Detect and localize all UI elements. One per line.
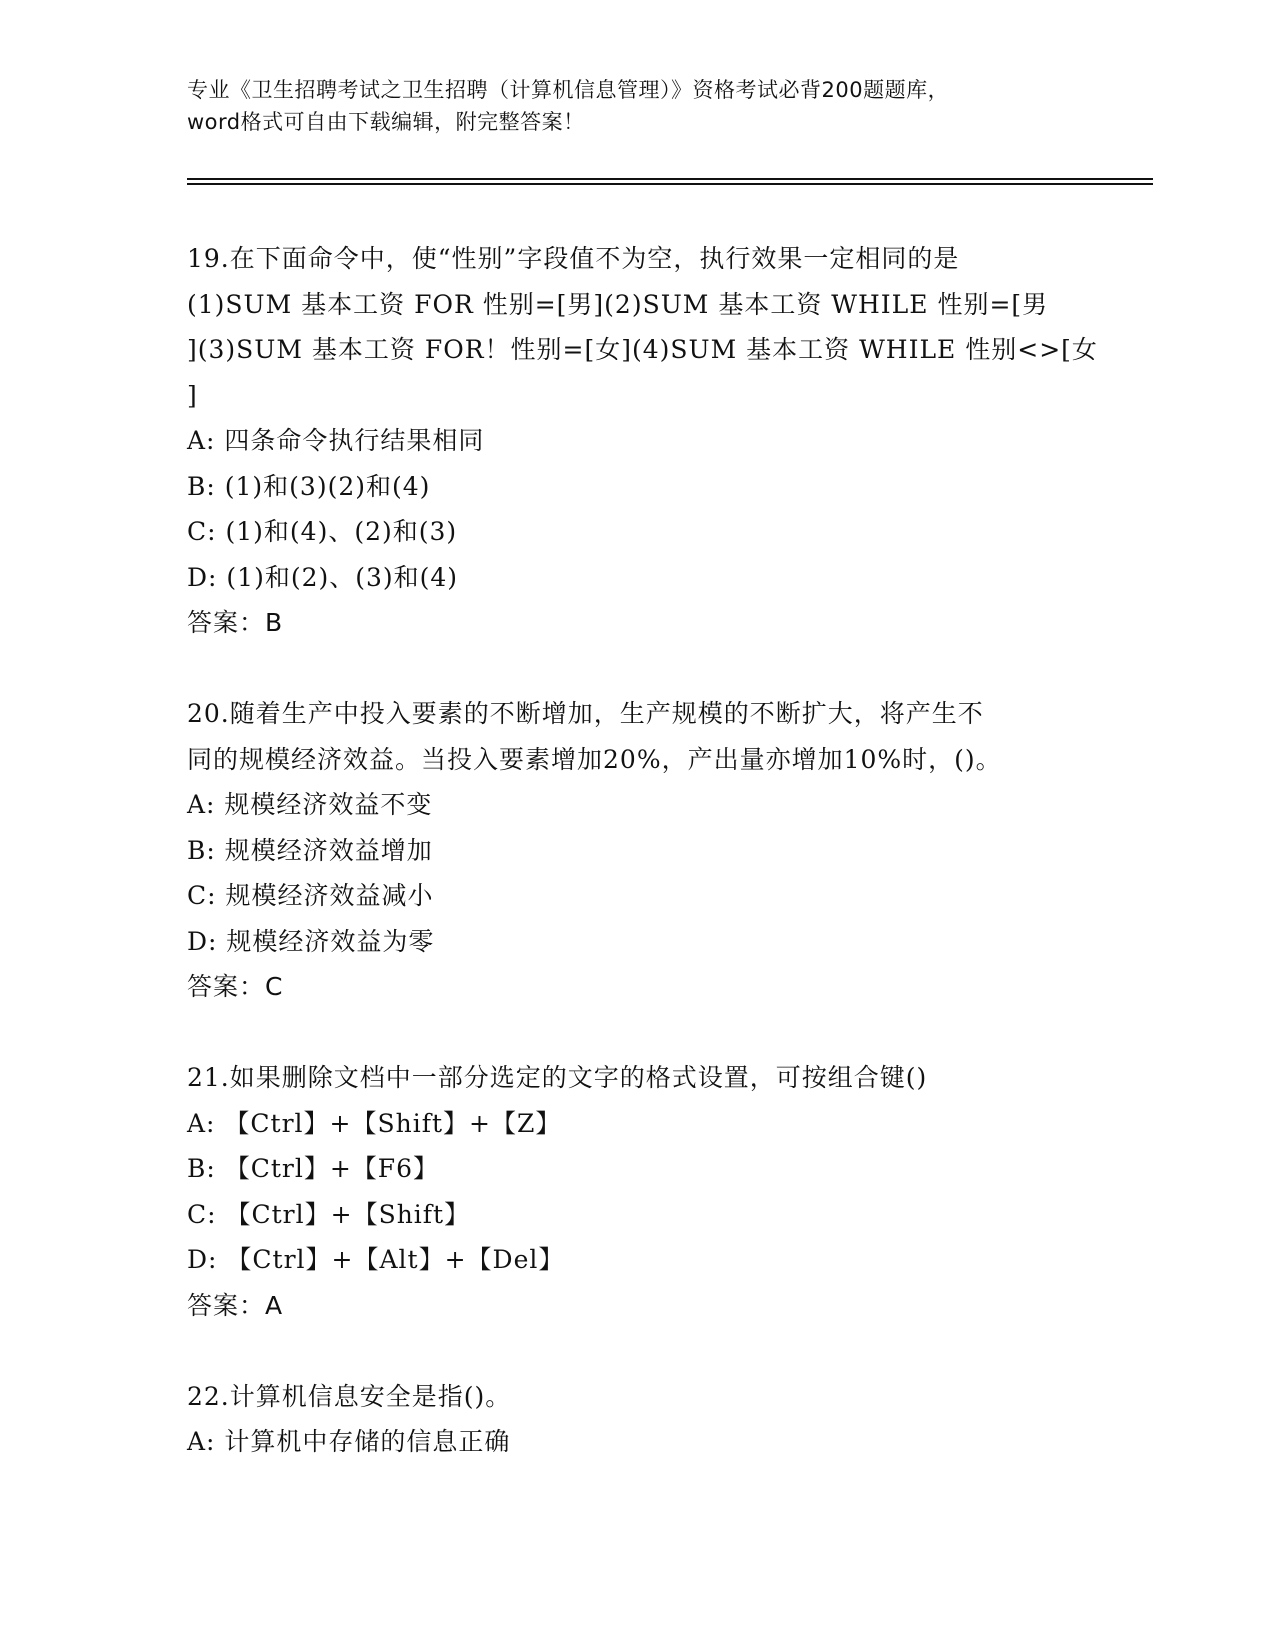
question-20-option-d: D: 规模经济效益为零: [187, 926, 435, 956]
question-20-answer: 答案：C: [187, 972, 284, 1001]
question-19-stem-line-4: ]: [187, 380, 198, 410]
spacer: [187, 1010, 1087, 1056]
question-21-option-b: B: 【Ctrl】+【F6】: [187, 1154, 440, 1183]
question-21-option-d: D: 【Ctrl】+【Alt】+【Del】: [187, 1245, 565, 1274]
question-22-stem-line-1: 22.计算机信息安全是指()。: [187, 1381, 512, 1411]
question-19-option-a: A: 四条命令执行结果相同: [187, 426, 485, 455]
question-19-option-b: B: (1)和(3)(2)和(4): [187, 471, 431, 501]
question-20-option-b: B: 规模经济效益增加: [187, 835, 433, 865]
header-rule-top: [187, 178, 1153, 180]
question-21: [187, 1055, 1087, 1328]
header-line-2: word格式可自由下载编辑，附完整答案！: [187, 110, 585, 134]
spacer: [187, 646, 1087, 692]
header-line-1: 专业《卫生招聘考试之卫生招聘（计算机信息管理）》资格考试必背200题题库，: [187, 78, 950, 102]
question-21-stem-line-1: 21.如果删除文档中一部分选定的文字的格式设置，可按组合键(): [187, 1063, 928, 1092]
question-22: [187, 1374, 1087, 1465]
question-20-option-c: C: 规模经济效益减小: [187, 881, 434, 910]
question-22-option-a: A: 计算机中存储的信息正确: [187, 1427, 511, 1456]
question-21-option-a: A: 【Ctrl】+【Shift】+【Z】: [187, 1108, 562, 1138]
question-19-stem-line-2: (1)SUM 基本工资 FOR 性别=[男](2)SUM 基本工资 WHILE 性别=[男: [187, 289, 1049, 319]
spacer: [187, 1328, 1087, 1374]
document-header: [187, 74, 1087, 138]
question-19-answer: 答案：B: [187, 608, 284, 637]
question-20-stem-line-1: 20.随着生产中投入要素的不断增加，生产规模的不断扩大，将产生不: [187, 699, 984, 728]
question-20: [187, 691, 1087, 1010]
question-19-option-d: D: (1)和(2)、(3)和(4): [187, 562, 459, 592]
question-20-option-a: A: 规模经济效益不变: [187, 790, 433, 819]
question-19-stem-line-1: 19.在下面命令中，使“性别”字段值不为空，执行效果一定相同的是: [187, 244, 960, 273]
question-19-option-c: C: (1)和(4)、(2)和(3): [187, 517, 458, 546]
header-rule-bottom: [187, 183, 1153, 185]
question-21-answer: 答案：A: [187, 1290, 284, 1320]
question-19: [187, 236, 1098, 646]
question-19-stem-line-3: ](3)SUM 基本工资 FOR！性别=[女](4)SUM 基本工资 WHILE 性别<>[女: [187, 335, 1098, 364]
question-21-option-c: C: 【Ctrl】+【Shift】: [187, 1199, 471, 1229]
question-list: [187, 236, 1098, 1465]
question-20-stem-line-2: 同的规模经济效益。当投入要素增加20%，产出量亦增加10%时，()。: [187, 744, 1002, 774]
